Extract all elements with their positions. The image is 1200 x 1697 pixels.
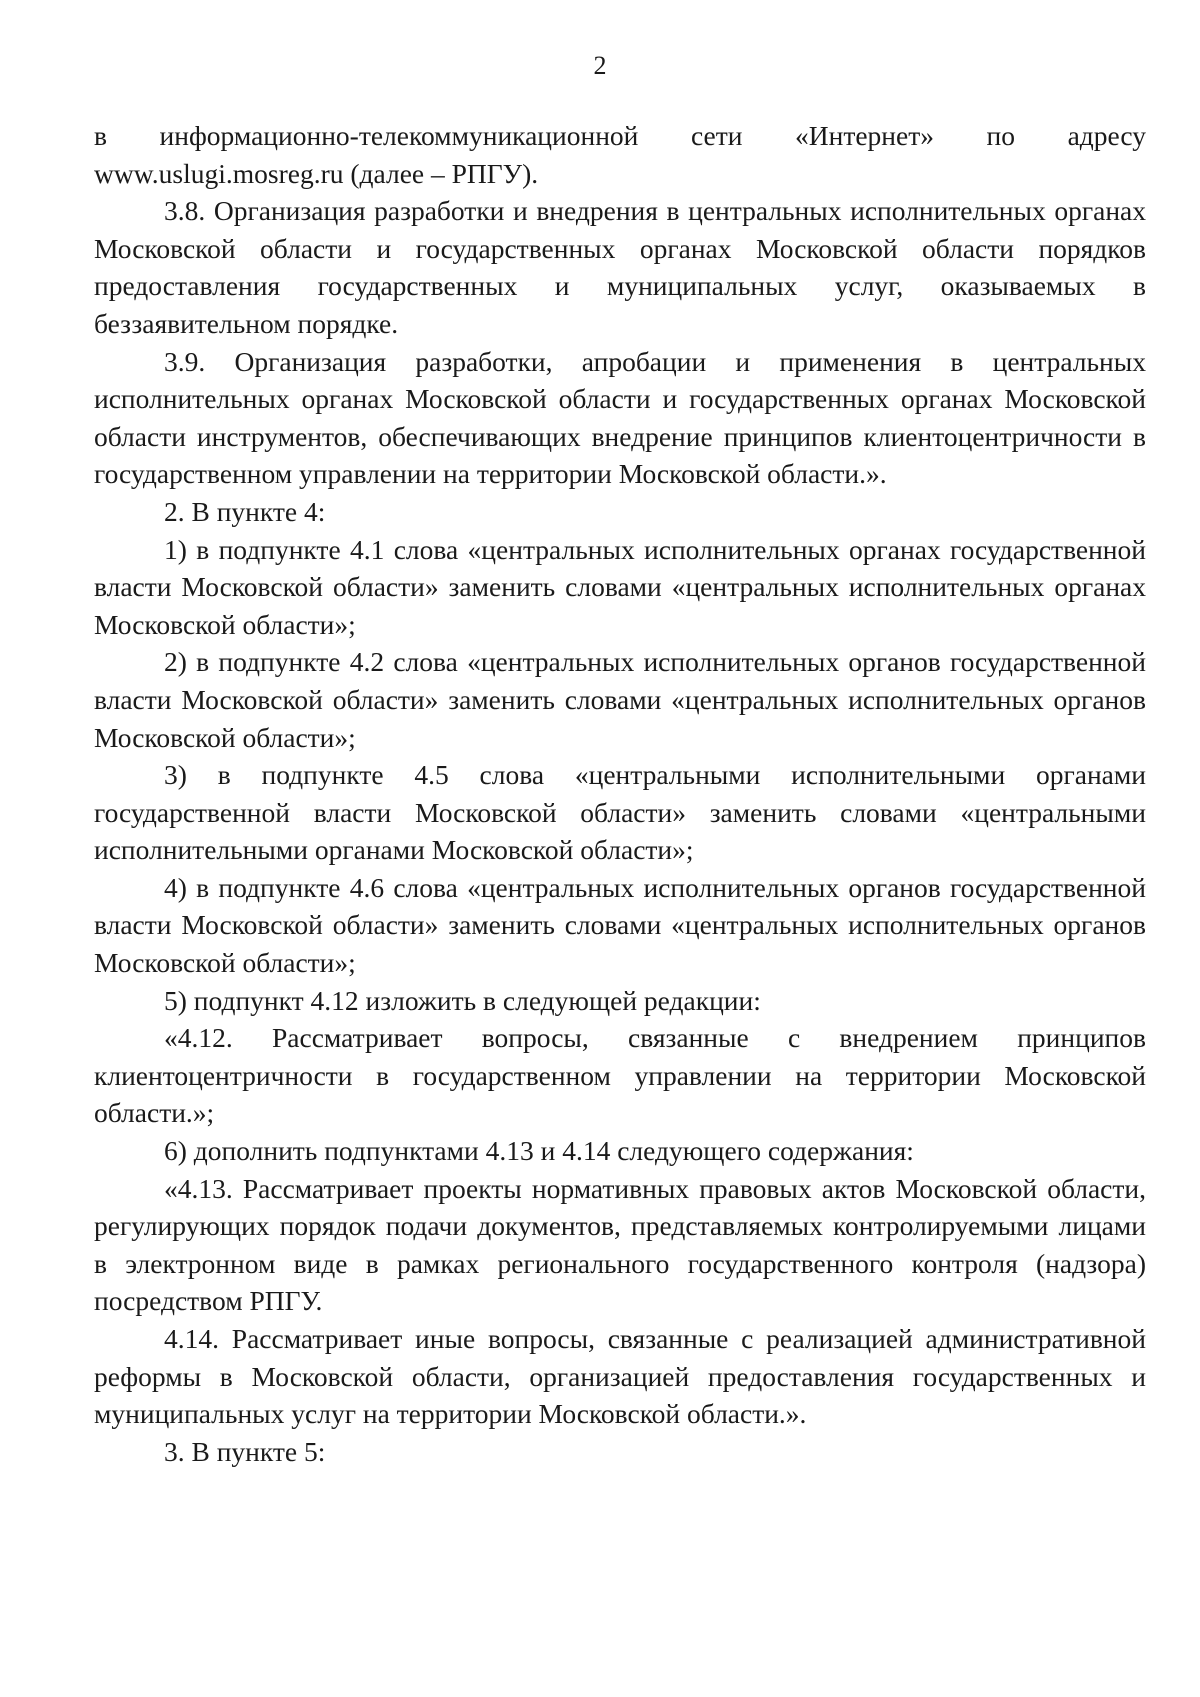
paragraph-item-2-heading: 2. В пункте 4: <box>164 495 326 527</box>
paragraph-4-13-text: «4.13. Рассматривает проекты нормативных правовых актов Московской области, регулирующих порядок подачи документов, представляемых контролируемыми лицами в электронном виде в рамках регионального государственного контроля (надзора) посредством РПГУ. <box>94 1172 1146 1317</box>
paragraph-add-subitems-intro: 6) дополнить подпунктами 4.13 и 4.14 следующего содержания: <box>164 1135 914 1167</box>
paragraph-url-continuation: в информационно-телекоммуникационной сети «Интернет» по адресу www.uslugi.mosreg.ru (далее – РПГУ). <box>94 120 1146 189</box>
paragraph-subitem-4-6: 4) в подпункте 4.6 слова «центральных исполнительных органов государственной власти Московской области» заменить словами «центральных исполнительных органов Московской области»; <box>94 871 1146 979</box>
paragraph-subitem-4-12-intro: 5) подпункт 4.12 изложить в следующей редакции: <box>164 984 761 1016</box>
paragraph-3-8: 3.8. Организация разработки и внедрения в центральных исполнительных органах Московской области и государственных органах Московской области порядков предоставления государственных и муниципальных услуг, оказываемых в беззаявительном порядке. <box>94 195 1146 339</box>
paragraph-subitem-4-2: 2) в подпункте 4.2 слова «центральных исполнительных органов государственной власти Московской области» заменить словами «центральных исполнительных органов Московской области»; <box>94 646 1146 753</box>
paragraph-subitem-4-5: 3) в подпункте 4.5 слова «центральными исполнительными органами государственной власти Московской области» заменить словами «центральными исполнительными органами Московской области»; <box>94 759 1146 866</box>
paragraph-item-3-heading: 3. В пункте 5: <box>164 1435 326 1467</box>
paragraph-subitem-4-1: 1) в подпункте 4.1 слова «центральных исполнительных органах государственной власти Московской области» заменить словами «центральных исполнительных органах Московской области»; <box>94 533 1146 640</box>
paragraph-4-12-text: «4.12. Рассматривает вопросы, связанные с внедрением принципов клиентоцентричности в государственном управлении на территории Московской области.»; <box>94 1022 1146 1129</box>
document-body <box>94 117 1146 1470</box>
page-number: 2 <box>593 51 607 80</box>
paragraph-4-14-text: 4.14. Рассматривает иные вопросы, связанные с реализацией административной реформы в Московской области, организацией предоставления государственных и муниципальных услуг на территории Московской области.». <box>94 1323 1146 1430</box>
paragraph-3-9: 3.9. Организация разработки, апробации и применения в центральных исполнительных органах Московской области и государственных органах Московской области инструментов, обеспечивающих внедрение принципов клиентоцентричности в государственном управлении на территории Московской области.». <box>94 345 1146 490</box>
